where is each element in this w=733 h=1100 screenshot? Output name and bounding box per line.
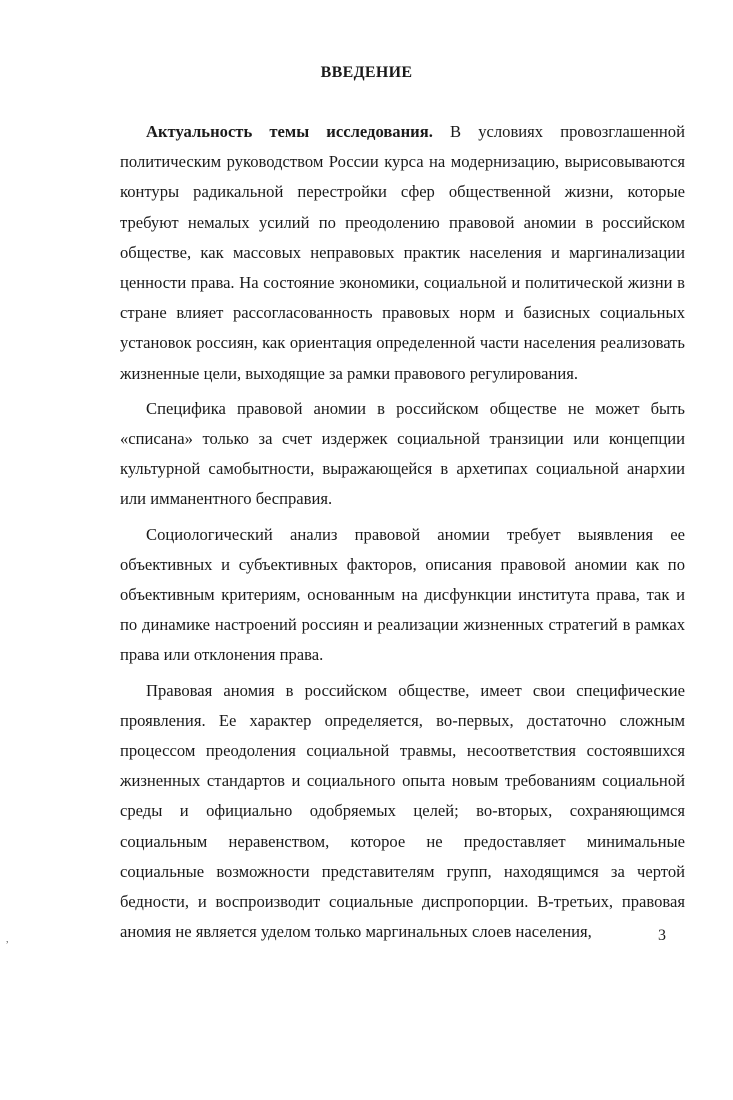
paragraph-analysis (120, 520, 685, 671)
page-number: 3 (658, 927, 666, 944)
paragraph-text: Социологический анализ правовой аномии требует выявления ее объективных и субъективных факторов, описания правовой аномии как по объективным критериям, основанным на дисфункции института права, так и по динамике настроений россиян и реализации жизненных стратегий в рамках права или отклонения права. (120, 524, 685, 665)
paragraph-manifestations (120, 676, 685, 948)
paragraph-relevance (120, 117, 685, 389)
paragraph-text: Правовая аномия в российском обществе, имеет свои специфические проявления. Ее характер определяется, во-первых, достаточно сложным процессом преодоления социальной травмы, несоответствия состоявшихся жизненных стандартов и социального опыта новым требованиям социальной среды и официально одобряемых целей; во-вторых, сохраняющимся социальным неравенством, которое не предоставляет минимальные социальные возможности представителям групп, находящимся за чертой бедности, и воспроизводит социальные диспропорции. В-третьих, правовая аномия не является уделом только маргинальных слоев населения, (120, 680, 685, 942)
paragraph-lead: Актуальность темы исследования. (146, 122, 433, 141)
document-body (120, 117, 685, 952)
scan-margin-mark: , (6, 934, 9, 945)
page-title: ВВЕДЕНИЕ (320, 64, 413, 81)
paragraph-text: В условиях провозглашенной политическим руководством России курса на модернизацию, вырисовываются контуры радикальной перестройки сфер общественной жизни, которые требуют немалых усилий по преодолению правовой аномии в российском обществе, как массовых неправовых практик населения и маргинализации ценности права. На состояние экономики, социальной и политической жизни в стране влияет рассогласованность правовых норм и базисных социальных установок россиян, как ориентация определенной части населения реализовать жизненные цели, выходящие за рамки правового регулирования. (120, 122, 685, 383)
paragraph-text: Специфика правовой аномии в российском обществе не может быть «списана» только за счет издержек социальной транзиции или концепции культурной самобытности, выражающейся в архетипах социальной анархии или имманентного бесправия. (120, 398, 685, 509)
paragraph-specifics (120, 394, 685, 515)
